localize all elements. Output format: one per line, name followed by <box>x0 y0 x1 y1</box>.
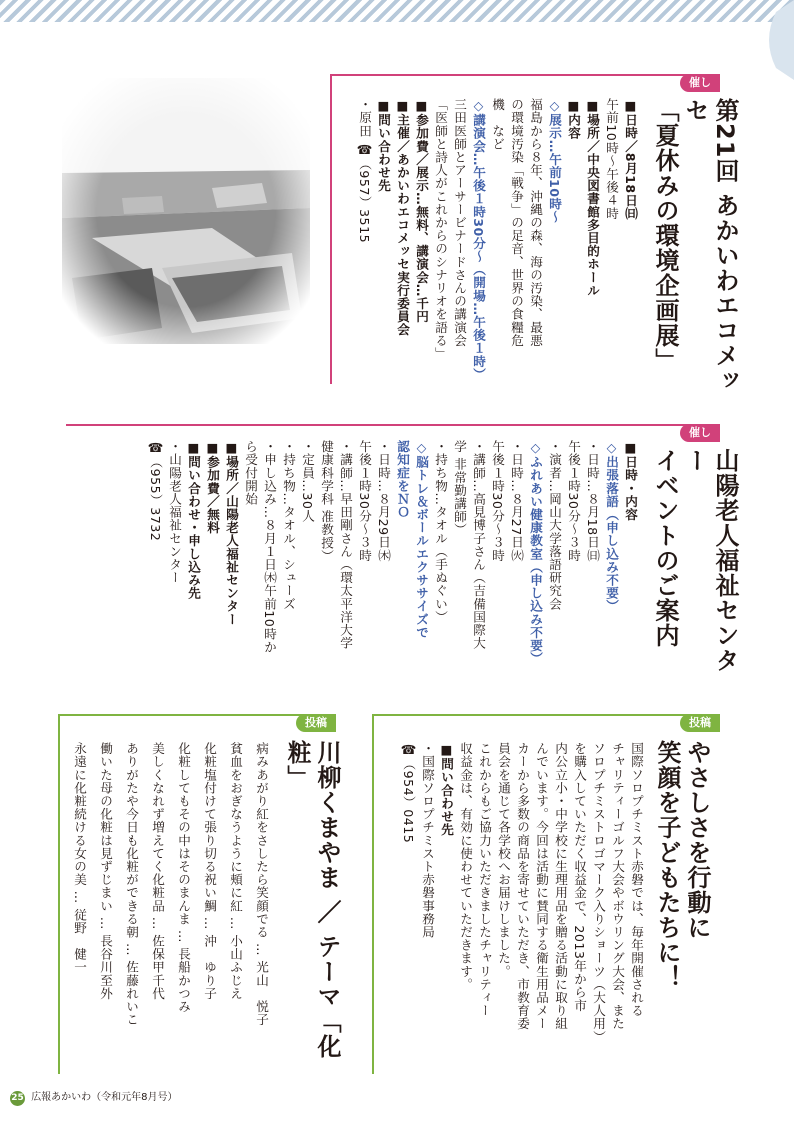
eco-body <box>326 98 640 398</box>
sanyo-line: 午後１時30分～３時 <box>490 440 505 562</box>
smile-title <box>652 740 712 1060</box>
eco-line: ◇講演会…午後１時30分～（開場…午後１時） <box>471 98 486 381</box>
sanyo-line: ・山陽老人福祉センター <box>167 440 182 585</box>
smile-line: カーから多数の商品を寄せていただき、市教育委 <box>515 742 530 1031</box>
smile-line: 員会を通じて各学校へお届けしました。 <box>496 742 511 978</box>
senryu-poem: 病みあがり紅をさしたら笑顔でる … 光山 悦子 <box>254 742 269 1027</box>
eco-line: ■問い合わせ先 <box>376 98 391 193</box>
sanyo-title <box>650 448 740 688</box>
eco-title-line-1: 第21回 あかいわエコメッセ <box>681 98 739 393</box>
senryu-poem: 化粧塩付けて張り切る祝い鯛 … 沖 ゆり子 <box>202 742 217 1000</box>
sanyo-top-rule <box>66 424 714 426</box>
senryu-poem: 永遠に化粧続ける女の美 … 従野 健一 <box>72 742 87 974</box>
eco-line: 機 など <box>490 98 505 151</box>
senryu-poem: 働いた母の化粧は見ずじまい … 長谷川至外 <box>98 742 113 1000</box>
sanyo-line: ◇出張落語（申し込み不要） <box>604 440 619 613</box>
eco-line: 三田医師とアーサービナードさんの講演会 <box>452 98 467 347</box>
sanyo-title-line-2: イベントのご案内 <box>651 448 679 648</box>
sanyo-line: ・日時…８月29日㈭ <box>376 440 391 562</box>
sanyo-line: ・日時…８月27日㈫ <box>509 440 524 562</box>
smile-line: を購入していただく収益金で、2013年から市 <box>572 742 587 1012</box>
senryu-poem: 貧血をおぎなうように頰に紅 … 小山ふじえ <box>228 742 243 1000</box>
sanyo-line: ・演者…岡山大学落語研究会 <box>547 440 562 611</box>
sanyo-line: ・講師…早田剛さん（環太平洋大学 <box>338 440 353 650</box>
senryu-side-rule <box>58 714 60 1074</box>
senryu-body <box>62 742 274 1072</box>
eco-event-tag: 催し <box>680 74 720 92</box>
senryu-poem: 美しくなれず増えてく化粧品 … 佐保甲千代 <box>150 742 165 1000</box>
sanyo-line: ・持ち物…タオル（手ぬぐい） <box>433 440 448 624</box>
sanyo-line: ◇ふれあい健康教室（申し込み不要） <box>528 440 543 666</box>
sanyo-line: ■日時・内容 <box>623 440 638 521</box>
sanyo-line: ◇脳トレ＆ボールエクササイズで <box>414 440 429 639</box>
smile-side-rule <box>372 714 374 1074</box>
smile-line: ・国際ソロプチミスト赤磐事務局 <box>420 742 435 939</box>
sanyo-line: ■参加費／無料 <box>205 440 220 535</box>
eco-title-line-2: 「夏休みの環境企画展」 <box>651 98 679 373</box>
eco-line: ■場所／中央図書館多目的ホール <box>585 98 600 297</box>
sanyo-line: 健康科学科 准教授） <box>319 440 334 563</box>
sanyo-line: ・申し込み…８月１日㈭午前10時か <box>262 440 277 654</box>
page-number: 25 <box>10 1091 25 1106</box>
sanyo-line: ・講師…高見博子さん（吉備国際大 <box>471 440 486 650</box>
sanyo-title-line-1: 山陽老人福祉センター <box>681 448 739 673</box>
sanyo-line: ■場所／山陽老人福祉センター <box>224 440 239 626</box>
senryu-post-tag: 投稿 <box>296 714 336 732</box>
smile-body <box>376 742 646 1072</box>
smile-title-line-1: やさしさを行動に <box>683 740 711 940</box>
sanyo-line: ■問い合わせ・申し込み先 <box>186 440 201 600</box>
sanyo-body <box>94 440 640 680</box>
eco-line: ■内容 <box>566 98 581 140</box>
eco-line: の環境汚染「戦争」の足音、世界の食糧危 <box>509 98 524 347</box>
smile-title-line-2: 笑顔を子どもたちに！ <box>653 740 681 990</box>
publication-name: 広報あかいわ（令和元年8月号） <box>31 1092 178 1103</box>
eco-line: ◇展示…午前10時～ <box>547 98 562 224</box>
eco-line: ■日時／8月18日㈰ <box>623 98 638 220</box>
sanyo-line: 学 非常勤講師） <box>452 440 467 537</box>
smile-line: 内公立小・中学校に生理用品を贈る活動に取り組 <box>553 742 568 1031</box>
sanyo-line: ・定員…30人 <box>300 440 315 523</box>
smile-line: ☎（954）0415 <box>401 742 416 844</box>
senryu-title-line: 川柳くまやま ／ テーマ「化粧」 <box>283 740 341 1059</box>
smile-post-tag: 投稿 <box>680 714 720 732</box>
smile-line: 収益金は、有効に使わせていただきます。 <box>458 742 473 991</box>
smile-line: ■問い合わせ先 <box>439 742 454 837</box>
eco-title <box>650 98 740 398</box>
sanyo-line: 認知症をＮＯ <box>395 440 410 519</box>
eco-line: 午前10時～午後４時 <box>604 98 619 220</box>
smile-line: んでいます。今回は活動に賛同する衛生用品メー <box>534 742 549 1031</box>
smile-line: チャリティーゴルフ大会やボウリング大会、また <box>610 742 625 1031</box>
sanyo-line: ・持ち物…タオル、シューズ <box>281 440 296 611</box>
senryu-poem: ありがたや今日も化粧ができる朝 … 佐藤れいこ <box>124 742 139 1027</box>
ruined-building-photo <box>62 78 310 344</box>
eco-line: ■主催／あかいわエコメッセ実行委員会 <box>395 98 410 337</box>
sanyo-line: ・日時…８月18日㈰ <box>585 440 600 562</box>
page-footer <box>10 1088 178 1106</box>
sanyo-line: 午後１時30分～３時 <box>357 440 372 562</box>
eco-top-rule <box>330 74 714 76</box>
sanyo-line: ら受付開始 <box>243 440 258 506</box>
sanyo-line: 午後１時30分～３時 <box>566 440 581 562</box>
smile-line: これからもご協力いただきましたチャリティー <box>477 742 492 1018</box>
eco-line: 「医師と詩人がこれからのシナリオを語る」 <box>433 98 448 360</box>
smile-line: ソロプチミストロゴマーク入りショーツ（大人用） <box>591 742 606 1044</box>
sanyo-event-tag: 催し <box>680 424 720 442</box>
eco-line: 福島から８年、沖縄の森、海の汚染、最悪 <box>528 98 543 347</box>
senryu-top-rule <box>58 714 330 716</box>
top-stripe-band <box>0 0 794 22</box>
corner-decoration <box>754 0 794 80</box>
senryu-title <box>282 740 342 1070</box>
eco-line: ・原田 ☎（957）3515 <box>357 98 372 244</box>
sanyo-line: ☎（955）3732 <box>148 440 163 542</box>
smile-top-rule <box>372 714 714 716</box>
smile-line: 国際ソロプチミスト赤磐では、毎年開催される <box>629 742 644 1018</box>
senryu-poem: 化粧してもその中はそのまんま … 長船かつみ <box>176 742 191 1013</box>
eco-line: ■参加費／展示…無料、講演会…千円 <box>414 98 429 324</box>
